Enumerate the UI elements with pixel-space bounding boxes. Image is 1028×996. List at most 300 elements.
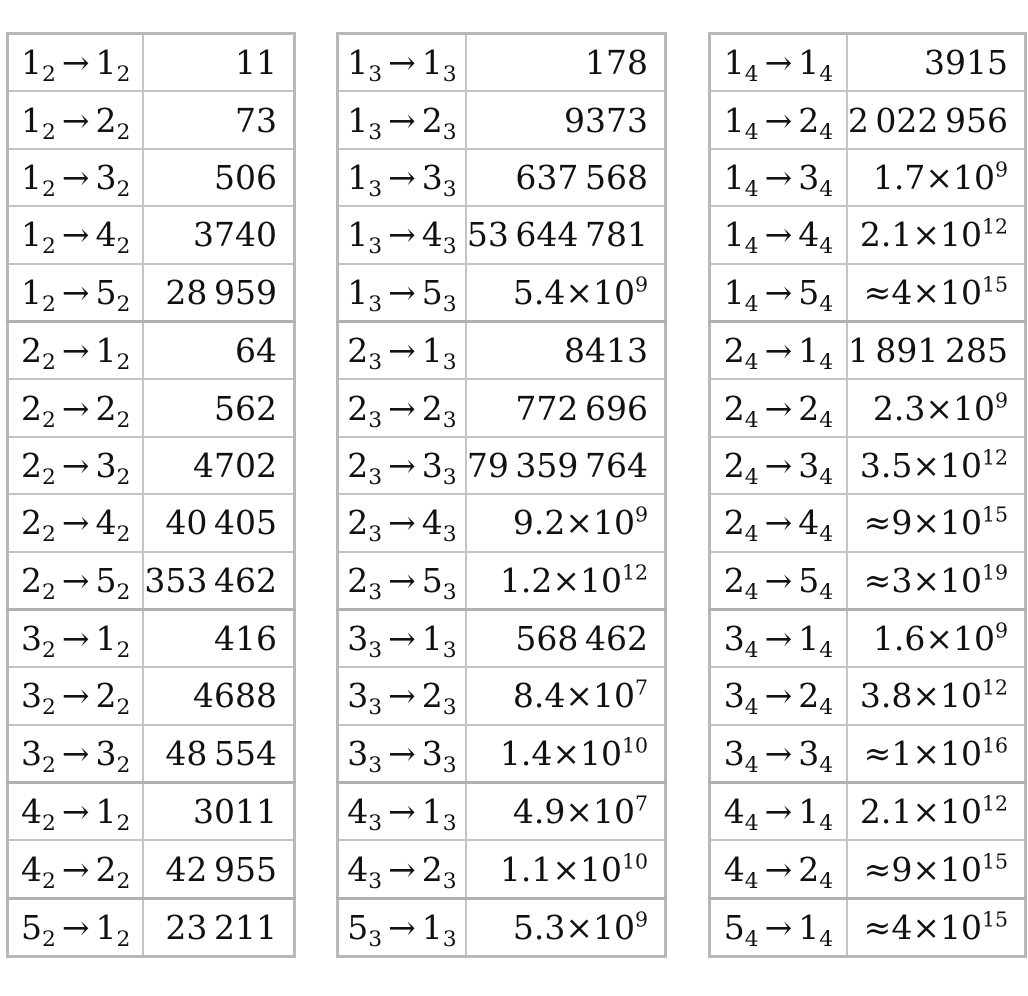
from-state: 4 <box>347 792 369 832</box>
count-value: 4702 <box>193 445 277 485</box>
from-subscript: 3 <box>368 752 383 778</box>
arrow-icon: → <box>61 43 90 83</box>
count-value: 9.2 <box>512 503 566 543</box>
arrow-icon: → <box>388 619 416 659</box>
from-state: 1 <box>723 157 745 197</box>
arrow-icon: → <box>61 100 90 140</box>
times-sign: × <box>552 849 580 889</box>
to-state: 3 <box>95 733 117 773</box>
arrow-icon: → <box>61 849 90 889</box>
arrow-icon: → <box>61 560 90 600</box>
times-sign: × <box>552 733 580 773</box>
power-exponent: 15 <box>981 848 1008 873</box>
count-value: 353 462 <box>144 560 277 600</box>
count-value: ≈4 <box>863 908 913 948</box>
to-subscript: 4 <box>819 119 834 145</box>
count-cell <box>466 437 666 494</box>
transition-cell <box>710 783 847 841</box>
from-state: 2 <box>347 445 369 485</box>
count-cell <box>847 783 1026 841</box>
transition-cell <box>710 379 847 436</box>
power-exponent: 15 <box>981 502 1008 527</box>
times-sign: × <box>565 676 593 716</box>
to-state: 1 <box>798 331 820 371</box>
to-subscript: 4 <box>819 234 834 260</box>
table-row <box>8 783 295 841</box>
count-value: 8413 <box>564 331 648 371</box>
from-state: 1 <box>21 215 43 255</box>
table-row <box>8 264 295 322</box>
transition-cell <box>338 783 466 841</box>
to-subscript: 3 <box>442 868 457 894</box>
count-value: 3.8 <box>859 676 913 716</box>
transition-cell <box>338 609 466 667</box>
transition-cell <box>8 437 144 494</box>
to-state: 1 <box>421 331 443 371</box>
from-subscript: 4 <box>744 752 759 778</box>
count-cell <box>847 264 1026 322</box>
from-state: 2 <box>347 331 369 371</box>
from-subscript: 4 <box>744 695 759 721</box>
transition-cell <box>710 552 847 610</box>
power-base: 10 <box>952 619 995 659</box>
arrow-icon: → <box>764 560 793 600</box>
transition-cell <box>338 898 466 956</box>
power-base: 10 <box>579 560 622 600</box>
power-base: 10 <box>579 733 622 773</box>
transition-cell <box>8 149 144 206</box>
count-value: 3.5 <box>859 445 913 485</box>
transition-cell <box>338 264 466 322</box>
to-state: 1 <box>798 43 820 83</box>
arrow-icon: → <box>61 445 90 485</box>
count-cell <box>466 379 666 436</box>
arrow-icon: → <box>61 215 90 255</box>
arrow-icon: → <box>388 331 416 371</box>
count-cell <box>143 34 294 92</box>
power-exponent: 9 <box>634 272 648 297</box>
transition-cell <box>8 321 144 379</box>
to-subscript: 3 <box>442 350 457 376</box>
from-state: 5 <box>21 908 43 948</box>
table-row <box>710 379 1026 436</box>
to-subscript: 4 <box>819 695 834 721</box>
transition-cell <box>710 149 847 206</box>
from-state: 1 <box>21 157 43 197</box>
from-subscript: 2 <box>42 176 56 202</box>
count-value: 5.3 <box>512 908 566 948</box>
table-row <box>710 91 1026 148</box>
table-row <box>8 321 295 379</box>
table-row <box>338 725 666 783</box>
to-subscript: 3 <box>442 234 457 260</box>
arrow-icon: → <box>388 157 416 197</box>
arrow-icon: → <box>764 157 793 197</box>
arrow-icon: → <box>61 733 90 773</box>
from-subscript: 3 <box>368 407 383 433</box>
power-base: 10 <box>939 215 982 255</box>
to-state: 3 <box>95 445 117 485</box>
to-subscript: 4 <box>819 868 834 894</box>
count-value: 3915 <box>924 43 1008 83</box>
to-state: 3 <box>421 733 443 773</box>
to-subscript: 3 <box>442 927 457 953</box>
from-state: 2 <box>21 560 43 600</box>
times-sign: × <box>912 445 940 485</box>
table-row <box>8 552 295 610</box>
count-cell <box>143 437 294 494</box>
to-subscript: 2 <box>116 811 131 837</box>
from-state: 4 <box>723 792 745 832</box>
table-row <box>8 840 295 898</box>
from-subscript: 2 <box>42 811 56 837</box>
count-cell <box>143 783 294 841</box>
to-subscript: 4 <box>819 811 834 837</box>
count-value: 1.1 <box>499 849 553 889</box>
times-sign: × <box>912 215 940 255</box>
count-cell <box>143 840 294 898</box>
count-cell <box>847 437 1026 494</box>
transition-table-subscript-3 <box>336 32 667 958</box>
transition-cell <box>8 206 144 263</box>
to-state: 5 <box>95 272 117 312</box>
count-cell <box>143 667 294 724</box>
count-cell <box>143 379 294 436</box>
to-subscript: 3 <box>442 811 457 837</box>
times-sign: × <box>565 908 593 948</box>
from-subscript: 2 <box>42 350 56 376</box>
power-exponent: 15 <box>981 272 1008 297</box>
table-row <box>338 34 666 92</box>
power-base: 10 <box>592 676 635 716</box>
count-cell <box>847 379 1026 436</box>
count-value: 506 <box>214 157 277 197</box>
from-subscript: 4 <box>744 291 759 317</box>
power-exponent: 9 <box>994 157 1008 182</box>
count-value: 9373 <box>564 100 648 140</box>
count-cell <box>466 783 666 841</box>
power-base: 10 <box>939 733 982 773</box>
count-cell <box>143 552 294 610</box>
to-subscript: 4 <box>819 407 834 433</box>
transition-cell <box>8 898 144 956</box>
to-state: 2 <box>421 100 443 140</box>
from-state: 1 <box>21 43 43 83</box>
transition-table-subscript-4 <box>708 32 1027 958</box>
times-sign: × <box>552 560 580 600</box>
from-subscript: 2 <box>42 579 56 605</box>
power-base: 10 <box>939 849 982 889</box>
table-row <box>8 34 295 92</box>
count-cell <box>466 149 666 206</box>
count-cell <box>847 91 1026 148</box>
count-value: 79 359 764 <box>466 445 648 485</box>
to-subscript: 2 <box>116 638 131 664</box>
table-row <box>710 552 1026 610</box>
from-subscript: 3 <box>368 234 383 260</box>
to-state: 4 <box>421 215 443 255</box>
power-base: 10 <box>952 388 995 428</box>
from-subscript: 4 <box>744 638 759 664</box>
to-state: 1 <box>421 792 443 832</box>
arrow-icon: → <box>764 792 793 832</box>
transition-cell <box>8 667 144 724</box>
count-value: 3740 <box>193 215 277 255</box>
table-row <box>338 91 666 148</box>
arrow-icon: → <box>388 676 416 716</box>
to-subscript: 3 <box>442 695 457 721</box>
count-value: 5.4 <box>512 272 566 312</box>
power-exponent: 10 <box>621 848 648 873</box>
from-subscript: 2 <box>42 291 56 317</box>
count-cell <box>143 494 294 551</box>
power-exponent: 12 <box>981 445 1008 470</box>
power-base: 10 <box>579 849 622 889</box>
arrow-icon: → <box>61 331 90 371</box>
to-state: 2 <box>798 849 820 889</box>
from-subscript: 2 <box>42 234 56 260</box>
arrow-icon: → <box>764 215 793 255</box>
transition-cell <box>8 91 144 148</box>
to-state: 3 <box>95 157 117 197</box>
count-value: 1.6 <box>872 619 926 659</box>
from-state: 2 <box>21 388 43 428</box>
arrow-icon: → <box>388 503 416 543</box>
from-state: 2 <box>723 331 745 371</box>
count-value: 1 891 285 <box>847 331 1008 371</box>
arrow-icon: → <box>388 100 416 140</box>
from-subscript: 3 <box>368 350 383 376</box>
transition-cell <box>710 437 847 494</box>
count-cell <box>466 91 666 148</box>
count-cell <box>143 206 294 263</box>
table-row <box>338 609 666 667</box>
arrow-icon: → <box>388 733 416 773</box>
to-subscript: 3 <box>442 464 457 490</box>
to-subscript: 3 <box>442 119 457 145</box>
from-subscript: 2 <box>42 522 56 548</box>
transition-cell <box>710 321 847 379</box>
count-value: 28 959 <box>165 272 277 312</box>
table-row <box>8 379 295 436</box>
times-sign: × <box>912 908 940 948</box>
to-subscript: 2 <box>116 119 131 145</box>
table-row <box>338 264 666 322</box>
to-state: 3 <box>421 157 443 197</box>
table-row <box>8 898 295 956</box>
from-subscript: 4 <box>744 464 759 490</box>
transition-cell <box>8 783 144 841</box>
to-subscript: 3 <box>442 407 457 433</box>
table-row <box>338 840 666 898</box>
arrow-icon: → <box>764 445 793 485</box>
from-state: 2 <box>21 445 43 485</box>
transition-cell <box>710 206 847 263</box>
to-state: 5 <box>421 560 443 600</box>
to-subscript: 2 <box>116 868 131 894</box>
power-exponent: 12 <box>981 214 1008 239</box>
transition-cell <box>8 552 144 610</box>
count-value: 2.1 <box>859 215 913 255</box>
count-cell <box>466 494 666 551</box>
transition-cell <box>710 840 847 898</box>
to-subscript: 2 <box>116 176 131 202</box>
count-value: 416 <box>214 619 277 659</box>
transition-cell <box>710 494 847 551</box>
count-value: ≈3 <box>863 560 913 600</box>
count-value: 64 <box>235 331 277 371</box>
transition-cell <box>8 725 144 783</box>
to-subscript: 4 <box>819 752 834 778</box>
to-state: 3 <box>798 733 820 773</box>
from-state: 1 <box>723 215 745 255</box>
from-state: 4 <box>21 792 43 832</box>
from-subscript: 2 <box>42 638 56 664</box>
to-subscript: 2 <box>116 234 131 260</box>
count-cell <box>143 149 294 206</box>
from-state: 1 <box>347 215 369 255</box>
to-state: 1 <box>95 331 117 371</box>
transition-cell <box>338 840 466 898</box>
arrow-icon: → <box>764 619 793 659</box>
transition-cell <box>338 34 466 92</box>
to-state: 1 <box>798 908 820 948</box>
arrow-icon: → <box>61 908 90 948</box>
arrow-icon: → <box>61 503 90 543</box>
count-cell <box>847 609 1026 667</box>
arrow-icon: → <box>61 792 90 832</box>
to-state: 2 <box>798 100 820 140</box>
arrow-icon: → <box>388 272 416 312</box>
transition-cell <box>710 725 847 783</box>
to-state: 3 <box>798 157 820 197</box>
arrow-icon: → <box>388 792 416 832</box>
transition-cell <box>8 840 144 898</box>
count-value: 2.3 <box>872 388 926 428</box>
from-subscript: 2 <box>42 695 56 721</box>
times-sign: × <box>912 272 940 312</box>
power-base: 10 <box>592 272 635 312</box>
table-row <box>710 783 1026 841</box>
table-row <box>8 494 295 551</box>
from-state: 2 <box>21 503 43 543</box>
table-row <box>338 552 666 610</box>
arrow-icon: → <box>388 560 416 600</box>
count-cell <box>143 264 294 322</box>
count-cell <box>847 321 1026 379</box>
times-sign: × <box>912 792 940 832</box>
table-row <box>8 437 295 494</box>
from-subscript: 2 <box>42 868 56 894</box>
table-row <box>710 494 1026 551</box>
power-base: 10 <box>939 676 982 716</box>
from-subscript: 3 <box>368 579 383 605</box>
times-sign: × <box>925 388 953 428</box>
count-value: 562 <box>214 388 277 428</box>
to-subscript: 3 <box>442 522 457 548</box>
times-sign: × <box>925 619 953 659</box>
to-state: 4 <box>421 503 443 543</box>
to-state: 2 <box>421 849 443 889</box>
arrow-icon: → <box>764 100 793 140</box>
count-cell <box>466 667 666 724</box>
table-row <box>8 206 295 263</box>
power-base: 10 <box>939 445 982 485</box>
count-value: 40 405 <box>165 503 277 543</box>
count-cell <box>143 725 294 783</box>
arrow-icon: → <box>61 619 90 659</box>
arrow-icon: → <box>61 388 90 428</box>
table-row <box>710 609 1026 667</box>
from-subscript: 4 <box>744 522 759 548</box>
from-subscript: 3 <box>368 638 383 664</box>
power-exponent: 9 <box>634 502 648 527</box>
from-subscript: 2 <box>42 464 56 490</box>
to-state: 1 <box>95 908 117 948</box>
count-value: 53 644 781 <box>466 215 648 255</box>
from-state: 4 <box>347 849 369 889</box>
count-cell <box>143 609 294 667</box>
table-row <box>710 898 1026 956</box>
table-row <box>710 321 1026 379</box>
table-row <box>8 667 295 724</box>
to-state: 1 <box>421 43 443 83</box>
arrow-icon: → <box>388 445 416 485</box>
from-state: 3 <box>723 733 745 773</box>
from-subscript: 3 <box>368 62 383 88</box>
count-value: 2 022 956 <box>847 100 1008 140</box>
from-state: 3 <box>347 676 369 716</box>
to-state: 5 <box>95 560 117 600</box>
power-exponent: 12 <box>621 560 648 585</box>
from-subscript: 4 <box>744 811 759 837</box>
table-row <box>338 494 666 551</box>
from-subscript: 4 <box>744 350 759 376</box>
transition-cell <box>338 494 466 551</box>
from-state: 2 <box>347 560 369 600</box>
times-sign: × <box>912 503 940 543</box>
to-subscript: 4 <box>819 927 834 953</box>
power-base: 10 <box>939 272 982 312</box>
from-state: 3 <box>723 619 745 659</box>
to-subscript: 4 <box>819 176 834 202</box>
transition-cell <box>710 898 847 956</box>
table-row <box>710 840 1026 898</box>
to-subscript: 4 <box>819 350 834 376</box>
count-cell <box>847 840 1026 898</box>
to-state: 4 <box>95 215 117 255</box>
table-row <box>338 206 666 263</box>
to-state: 5 <box>798 272 820 312</box>
table-row <box>8 609 295 667</box>
from-state: 1 <box>723 272 745 312</box>
power-exponent: 9 <box>994 618 1008 643</box>
transition-cell <box>338 437 466 494</box>
to-state: 1 <box>421 908 443 948</box>
to-subscript: 4 <box>819 62 834 88</box>
from-state: 1 <box>21 100 43 140</box>
to-state: 2 <box>798 676 820 716</box>
count-cell <box>143 91 294 148</box>
count-value: 2.1 <box>859 792 913 832</box>
to-state: 1 <box>95 792 117 832</box>
table-row <box>8 149 295 206</box>
transition-cell <box>710 609 847 667</box>
count-value: 1.7 <box>872 157 926 197</box>
arrow-icon: → <box>61 157 90 197</box>
from-state: 4 <box>21 849 43 889</box>
power-exponent: 9 <box>634 907 648 932</box>
